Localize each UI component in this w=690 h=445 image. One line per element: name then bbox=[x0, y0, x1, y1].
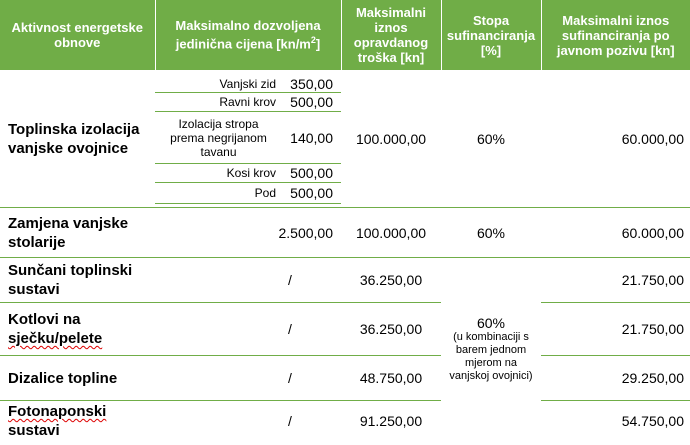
unit-price-kotlovi: / bbox=[155, 303, 341, 356]
max-funding-foto: 54.750,00 bbox=[621, 412, 684, 429]
sub-label: Kosi krov bbox=[155, 164, 280, 183]
max-funding-kotlovi: 21.750,00 bbox=[541, 303, 690, 356]
rate-stolarija: 60% bbox=[441, 208, 541, 258]
table-row bbox=[0, 356, 690, 401]
activity-stolarija: Zamjena vanjske stolarije bbox=[0, 208, 155, 258]
max-cost-stolarija: 100.000,00 bbox=[341, 208, 441, 258]
sub-label: Pod bbox=[155, 183, 280, 204]
activity-kotlovi: Kotlovi na sječku/pelete bbox=[0, 303, 155, 356]
activity-toplinska: Toplinska izolacija vanjske ovojnice bbox=[0, 70, 155, 208]
unit-price-dizalice: / bbox=[155, 356, 341, 401]
table-row bbox=[0, 303, 690, 356]
table-row bbox=[0, 208, 690, 258]
activity-suncani: Sunčani toplinski sustavi bbox=[0, 258, 155, 303]
max-cost-toplinska: 100.000,00 bbox=[341, 70, 441, 208]
max-funding-stolarija: 60.000,00 bbox=[541, 208, 690, 258]
rate-shared-value: 60% bbox=[476, 315, 506, 332]
sub-value: 350,00 bbox=[280, 70, 341, 93]
activity-dizalice: Dizalice topline bbox=[0, 356, 155, 401]
unit-price-foto: / bbox=[288, 412, 292, 429]
max-cost-suncani: 36.250,00 bbox=[341, 258, 441, 303]
max-funding-toplinska: 60.000,00 bbox=[541, 70, 690, 208]
sub-value: 500,00 bbox=[280, 93, 341, 112]
max-cost-dizalice: 48.750,00 bbox=[341, 356, 441, 401]
sub-label: Ravni krov bbox=[155, 93, 280, 112]
header-unit-price: Maksimalno dozvoljena jedinična cijena $[kn/m^2]$ bbox=[155, 0, 341, 70]
unit-price-stolarija: 2.500,00 bbox=[155, 208, 341, 258]
table-row bbox=[0, 258, 690, 303]
table-row bbox=[0, 401, 690, 441]
header-max-cost: Maksimalni iznos opravdanog troška [kn] bbox=[341, 0, 441, 70]
sub-value: 500,00 bbox=[280, 183, 341, 204]
rate-shared bbox=[441, 258, 541, 441]
rate-shared-note: (u kombinaciji s barem jednom mjerom na vanjskoj ovojnici) bbox=[449, 331, 533, 383]
header-row bbox=[0, 0, 690, 70]
max-funding-dizalice: 29.250,00 bbox=[541, 356, 690, 401]
max-cost-foto: 91.250,00 bbox=[359, 412, 423, 429]
header-rate: Stopa sufinanciranja [%] bbox=[441, 0, 541, 70]
sub-value: 500,00 bbox=[280, 164, 341, 183]
max-cost-kotlovi: 36.250,00 bbox=[341, 303, 441, 356]
unit-price-suncani: / bbox=[155, 258, 341, 303]
header-max-funding: Maksimalni iznos sufinanciranja po javnom pozivu [kn] bbox=[541, 0, 690, 70]
max-funding-suncani: 21.750,00 bbox=[541, 258, 690, 303]
header-activity: Aktivnost energetske obnove bbox=[0, 0, 155, 70]
sub-value: 140,00 bbox=[280, 112, 341, 164]
sub-label: Izolacija stropa prema negrijanom tavanu bbox=[155, 112, 280, 164]
sub-label: Vanjski zid bbox=[155, 70, 280, 93]
rate-toplinska: 60% bbox=[441, 70, 541, 208]
table-row bbox=[0, 70, 690, 93]
activity-foto: Fotonaponski sustavi bbox=[8, 402, 107, 439]
